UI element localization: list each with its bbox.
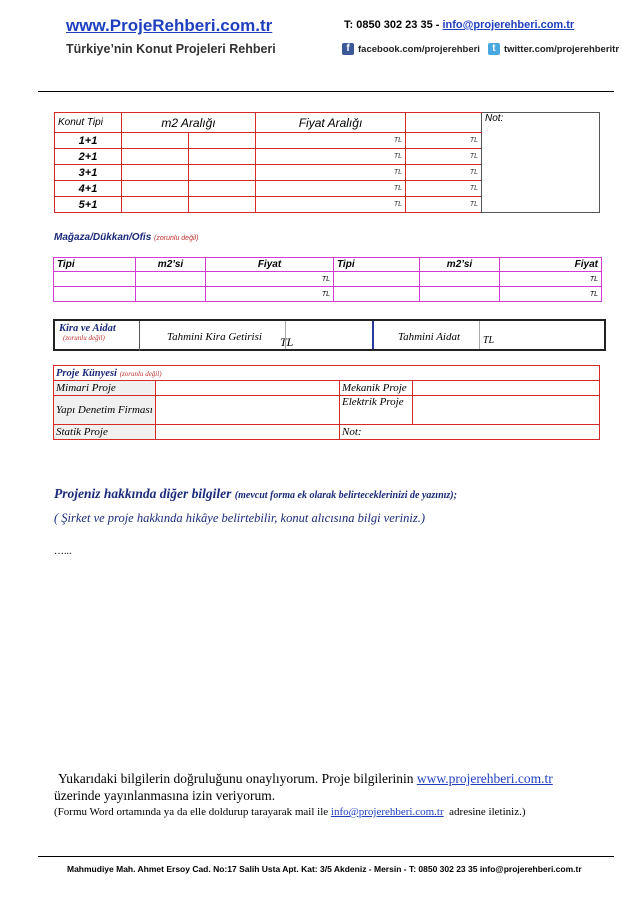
email-link[interactable]: info@projerehberi.com.tr <box>330 806 444 818</box>
header-divider <box>38 91 614 92</box>
fiyat-max[interactable]: TL <box>406 181 482 197</box>
m2-field[interactable] <box>420 287 500 302</box>
m2-header: m2 Aralığı <box>122 113 256 133</box>
fiyat-field[interactable]: TL <box>500 287 602 302</box>
mimari-field[interactable] <box>156 381 340 396</box>
facebook-link[interactable]: facebook.com/projerehberi <box>358 43 480 55</box>
kunye-note-field[interactable]: Not: <box>340 425 600 440</box>
proje-kunyesi-table <box>53 365 600 440</box>
onay-line-2: üzerinde yayınlanmasına izin veriyorum. <box>54 788 276 803</box>
fiyat-field[interactable]: TL <box>206 287 334 302</box>
yapi-denetim-label: Yapı Denetim Firması <box>54 396 156 425</box>
m2-max[interactable] <box>189 149 256 165</box>
kira-note: (zorunlu değil) <box>63 334 105 342</box>
email-link[interactable]: info@projerehberi.com.tr <box>442 19 575 31</box>
statik-field[interactable] <box>156 425 340 440</box>
m2-min[interactable] <box>122 133 189 149</box>
twitter-link[interactable]: twitter.com/projerehberitr <box>503 43 620 55</box>
elektrik-label: Elektrik Proje <box>340 396 413 425</box>
magaza-table <box>53 257 602 302</box>
table-row <box>54 396 600 425</box>
kira-aidat-box <box>53 319 606 351</box>
tagline: Türkiye’nin Konut Projeleri Rehberi <box>66 42 276 56</box>
fiyat-max[interactable]: TL <box>406 133 482 149</box>
konut-table <box>54 112 600 213</box>
fiyat-field[interactable]: TL <box>206 272 334 287</box>
social-links <box>342 43 619 55</box>
diger-text-area[interactable]: …... <box>54 546 72 557</box>
table-row <box>54 425 600 440</box>
fiyat-min[interactable]: TL <box>256 197 406 213</box>
kunye-title: Proje Künyesi (zorunlu değil) <box>54 366 600 381</box>
konut-note-field[interactable]: Not: <box>482 113 600 213</box>
tipi-field[interactable] <box>54 287 136 302</box>
konut-tipi-header: Konut Tipi <box>55 113 122 133</box>
fiyat-header: Fiyat <box>500 258 602 272</box>
fiyat-header: Fiyat Aralığı <box>256 113 406 133</box>
m2-min[interactable] <box>122 165 189 181</box>
kira-getirisi-label: Tahmini Kira Getirisi <box>167 331 262 343</box>
footer-address: Mahmudiye Mah. Ahmet Ersoy Cad. No:17 Salih Usta Apt. Kat: 3/5 Akdeniz - Mersin - T: 0850 302 23 35 info@projerehberi.com.tr <box>67 864 582 874</box>
m2-max[interactable] <box>189 133 256 149</box>
konut-type: 5+1 <box>55 197 122 213</box>
tipi-field[interactable] <box>334 272 420 287</box>
konut-type: 1+1 <box>55 133 122 149</box>
phone-text: T: 0850 302 23 35 - <box>344 19 443 31</box>
yapi-denetim-field[interactable] <box>156 396 340 425</box>
konut-type: 4+1 <box>55 181 122 197</box>
diger-desc: ( Şirket ve proje hakkında hikâye belirtebilir, konut alıcısına bilgi veriniz.) <box>54 511 425 525</box>
onay-line-3: (Formu Word ortamında ya da elle doldurup tarayarak mail ile info@projerehberi.com.tr adresine iletiniz.) <box>54 806 526 818</box>
magaza-title: Mağaza/Dükkan/Ofis (zorunlu değil) <box>54 232 199 243</box>
tipi-field[interactable] <box>54 272 136 287</box>
fiyat-header: Fiyat <box>206 258 334 272</box>
onay-line-1: Yukarıdaki bilgilerin doğruluğunu onaylıyorum. Proje bilgilerinin www.projerehberi.com.tr <box>58 771 553 786</box>
fiyat-max[interactable]: TL <box>406 149 482 165</box>
m2-max[interactable] <box>189 181 256 197</box>
tipi-header: Tipi <box>334 258 420 272</box>
fiyat-min[interactable]: TL <box>256 133 406 149</box>
kira-getirisi-field[interactable] <box>285 321 374 349</box>
m2-min[interactable] <box>122 197 189 213</box>
tipi-field[interactable] <box>334 287 420 302</box>
m2-max[interactable] <box>189 197 256 213</box>
m2-field[interactable] <box>136 287 206 302</box>
m2-max[interactable] <box>189 165 256 181</box>
footer-divider <box>38 856 614 857</box>
table-row <box>54 287 602 302</box>
m2-min[interactable] <box>122 149 189 165</box>
contact-line <box>344 19 574 31</box>
diger-bilgiler-heading: Projeniz hakkında diğer bilgiler (mevcut forma ek olarak belirteceklerinizi de yazınız); <box>54 486 457 501</box>
mimari-label: Mimari Proje <box>54 381 156 396</box>
fiyat-field[interactable]: TL <box>500 272 602 287</box>
elektrik-field[interactable] <box>413 396 600 425</box>
table-row <box>54 272 602 287</box>
facebook-icon: f <box>342 43 354 55</box>
mekanik-field[interactable] <box>413 381 600 396</box>
table-row <box>54 381 600 396</box>
fiyat-max[interactable]: TL <box>406 197 482 213</box>
statik-label: Statik Proje <box>54 425 156 440</box>
m2-field[interactable] <box>420 272 500 287</box>
aidat-tl[interactable]: TL <box>483 335 495 346</box>
fiyat-max[interactable]: TL <box>406 165 482 181</box>
m2-field[interactable] <box>136 272 206 287</box>
konut-type: 3+1 <box>55 165 122 181</box>
m2-header: m2’si <box>420 258 500 272</box>
tipi-header: Tipi <box>54 258 136 272</box>
fiyat-min[interactable]: TL <box>256 181 406 197</box>
kira-tl: TL <box>280 335 294 349</box>
kira-title: Kira ve Aidat <box>59 323 116 334</box>
projerehberi-link[interactable]: www.projerehberi.com.tr <box>416 771 553 786</box>
m2-min[interactable] <box>122 181 189 197</box>
mekanik-label: Mekanik Proje <box>340 381 413 396</box>
twitter-icon: t <box>488 43 500 55</box>
fiyat-min[interactable]: TL <box>256 149 406 165</box>
aidat-label: Tahmini Aidat <box>398 331 461 343</box>
site-link[interactable]: www.ProjeRehberi.com.tr <box>66 16 273 35</box>
konut-type: 2+1 <box>55 149 122 165</box>
fiyat-min[interactable]: TL <box>256 165 406 181</box>
m2-header: m2’si <box>136 258 206 272</box>
